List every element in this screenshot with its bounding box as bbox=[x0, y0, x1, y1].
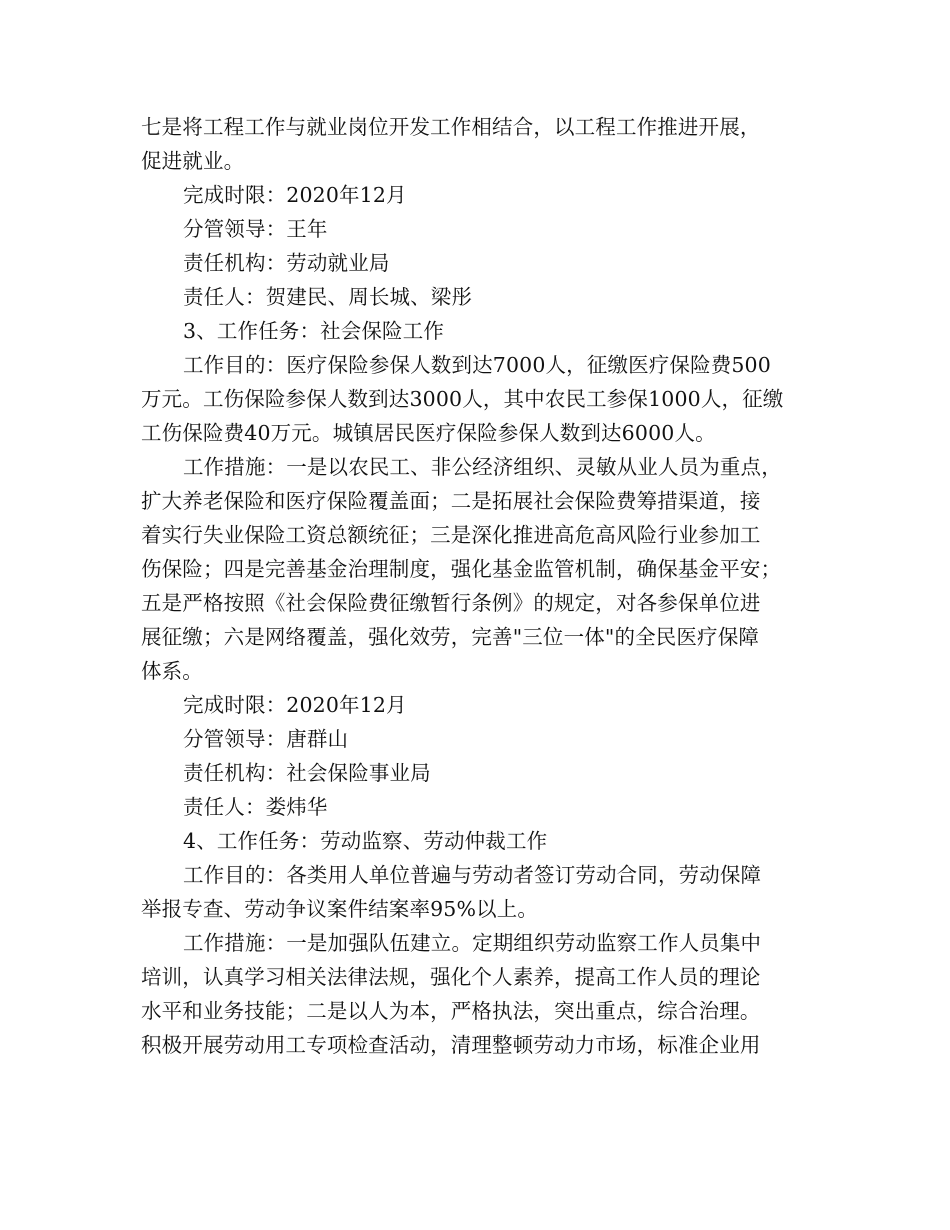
text-line: 工伤保险费40万元。城镇居民医疗保险参保人数到达6000人。 bbox=[141, 421, 716, 445]
text-line: 责任机构：社会保险事业局 bbox=[183, 761, 431, 785]
text-line: 工作目的：各类用人单位普遍与劳动者签订劳动合同，劳动保障 bbox=[183, 863, 762, 887]
text-line: 促进就业。 bbox=[141, 149, 245, 173]
text-line: 责任人：娄炜华 bbox=[183, 795, 328, 819]
text-line: 展征缴；六是网络覆盖，强化效劳，完善"三位一体"的全民医疗保障 bbox=[141, 625, 760, 649]
text-line: 分管领导：唐群山 bbox=[183, 727, 349, 751]
text-line: 举报专查、劳动争议案件结案率95%以上。 bbox=[141, 897, 539, 921]
text-line: 伤保险；四是完善基金治理制度，强化基金监管机制，确保基金平安； bbox=[141, 557, 782, 581]
text-line: 培训，认真学习相关法律法规，强化个人素养，提高工作人员的理论 bbox=[141, 965, 761, 989]
text-line: 工作措施：一是加强队伍建立。定期组织劳动监察工作人员集中 bbox=[183, 931, 762, 955]
text-line: 万元。工伤保险参保人数到达3000人，其中农民工参保1000人，征缴 bbox=[141, 387, 784, 411]
text-line: 分管领导：王年 bbox=[183, 217, 328, 241]
text-line: 4、工作任务：劳动监察、劳动仲裁工作 bbox=[183, 829, 548, 853]
text-line: 工作目的：医疗保险参保人数到达7000人，征缴医疗保险费500 bbox=[183, 353, 771, 377]
text-line: 着实行失业保险工资总额统征；三是深化推进高危高风险行业参加工 bbox=[141, 523, 761, 547]
text-line: 七是将工程工作与就业岗位开发工作相结合，以工程工作推进开展， bbox=[141, 115, 761, 139]
text-line: 责任人：贺建民、周长城、梁彤 bbox=[183, 285, 473, 309]
text-line: 水平和业务技能；二是以人为本，严格执法，突出重点，综合治理。 bbox=[141, 999, 761, 1023]
text-line: 完成时限：2020年12月 bbox=[183, 693, 407, 717]
document-page bbox=[141, 110, 811, 1062]
text-line: 五是严格按照《社会保险费征缴暂行条例》的规定，对各参保单位进 bbox=[141, 591, 761, 615]
text-line: 完成时限：2020年12月 bbox=[183, 183, 407, 207]
text-line: 积极开展劳动用工专项检查活动，清理整顿劳动力市场，标准企业用 bbox=[141, 1033, 761, 1057]
text-line: 3、工作任务：社会保险工作 bbox=[183, 319, 444, 343]
text-line: 体系。 bbox=[141, 659, 203, 683]
text-line: 工作措施：一是以农民工、非公经济组织、灵敏从业人员为重点， bbox=[183, 455, 782, 479]
text-line: 责任机构：劳动就业局 bbox=[183, 251, 390, 275]
text-line: 扩大养老保险和医疗保险覆盖面；二是拓展社会保险费筹措渠道，接 bbox=[141, 489, 761, 513]
